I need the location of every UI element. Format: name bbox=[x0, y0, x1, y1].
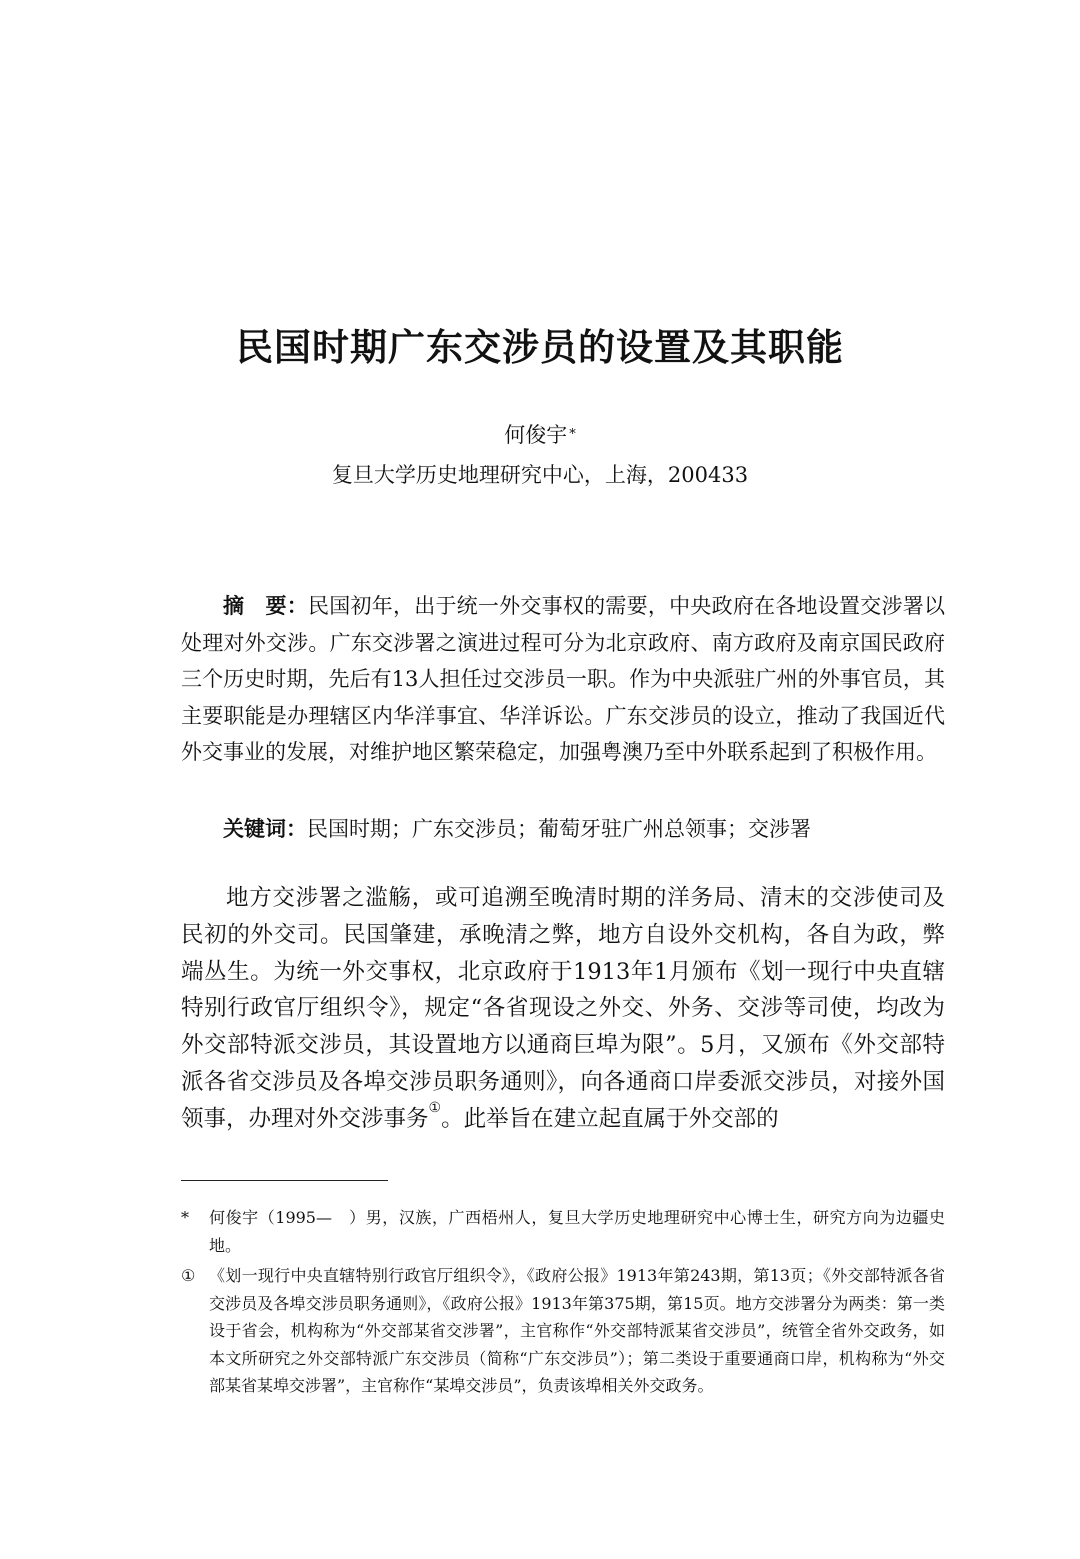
footnote-mark: * bbox=[181, 1208, 189, 1227]
abstract-text: 民国初年，出于统一外交事权的需要，中央政府在各地设置交涉署以处理对外交涉。广东交涉署之演进过程可分为北京政府、南方政府及南京国民政府三个历史时期，先后有13人担任过交涉员一职。作为中央派驻广州的外事官员，其主要职能是办理辖区内华洋事宜、华洋诉讼。广东交涉员的设立，推动了我国近代外交事业的发展，对维护地区繁荣稳定，加强粤澳乃至中外联系起到了积极作用。 bbox=[181, 594, 946, 764]
keywords-label: 关键词： bbox=[223, 817, 307, 841]
footnote-mark: ① bbox=[181, 1266, 196, 1285]
article-title: 民国时期广东交涉员的设置及其职能 bbox=[236, 326, 844, 369]
footnote-divider bbox=[181, 1180, 388, 1181]
author-footnote-mark: * bbox=[569, 427, 576, 442]
footnote-1 bbox=[181, 1262, 945, 1400]
footnote-ref-1[interactable]: ① bbox=[428, 1099, 442, 1116]
footnote-text: 《划一现行中央直辖特别行政官厅组织令》，《政府公报》1913年第243期，第13页；《外交部特派各省交涉员及各埠交涉员职务通则》，《政府公报》1913年第375期，第15页。地方交涉署分为两类：第一类设于省会，机构称为“外交部某省交涉署”，主官称作“外交部特派某省交涉员”，统管全省外交政务，如本文所研究之外交部特派广东交涉员（简称“广东交涉员”）；第二类设于重要通商口岸，机构称为“外交部某省某埠交涉署”，主官称作“某埠交涉员”，负责该埠相关外交政务。 bbox=[209, 1266, 945, 1395]
author-affiliation: 复旦大学历史地理研究中心，上海，200433 bbox=[331, 463, 749, 487]
author-name: 何俊宇 bbox=[504, 423, 568, 447]
footnote-author bbox=[181, 1204, 945, 1259]
body-text-continued: 。此举旨在建立起直属于外交部的 bbox=[441, 1105, 779, 1132]
abstract-label: 摘 要： bbox=[223, 594, 308, 618]
body-text: 地方交涉署之滥觞，或可追溯至晚清时期的洋务局、清末的交涉使司及民初的外交司。民国肇建，承晚清之弊，地方自设外交机构，各自为政，弊端丛生。为统一外交事权，北京政府于1913年1月颁布《划一现行中央直辖特别行政官厅组织令》，规定“各省现设之外交、外务、交涉等司使，均改为外交部特派交涉员，其设置地方以通商巨埠为限”。5月，又颁布《外交部特派各省交涉员及各埠交涉员职务通则》，向各通商口岸委派交涉员，对接外国领事，办理对外交涉事务 bbox=[181, 885, 945, 1132]
author-line bbox=[0, 420, 1080, 450]
keywords-line bbox=[223, 811, 945, 847]
abstract-paragraph bbox=[181, 588, 945, 771]
keywords-text: 民国时期；广东交涉员；葡萄牙驻广州总领事；交涉署 bbox=[307, 817, 811, 841]
footnote-text: 何俊宇（1995— ）男，汉族，广西梧州人，复旦大学历史地理研究中心博士生，研究方向为边疆史地。 bbox=[209, 1208, 945, 1255]
body-paragraph bbox=[181, 880, 945, 1138]
